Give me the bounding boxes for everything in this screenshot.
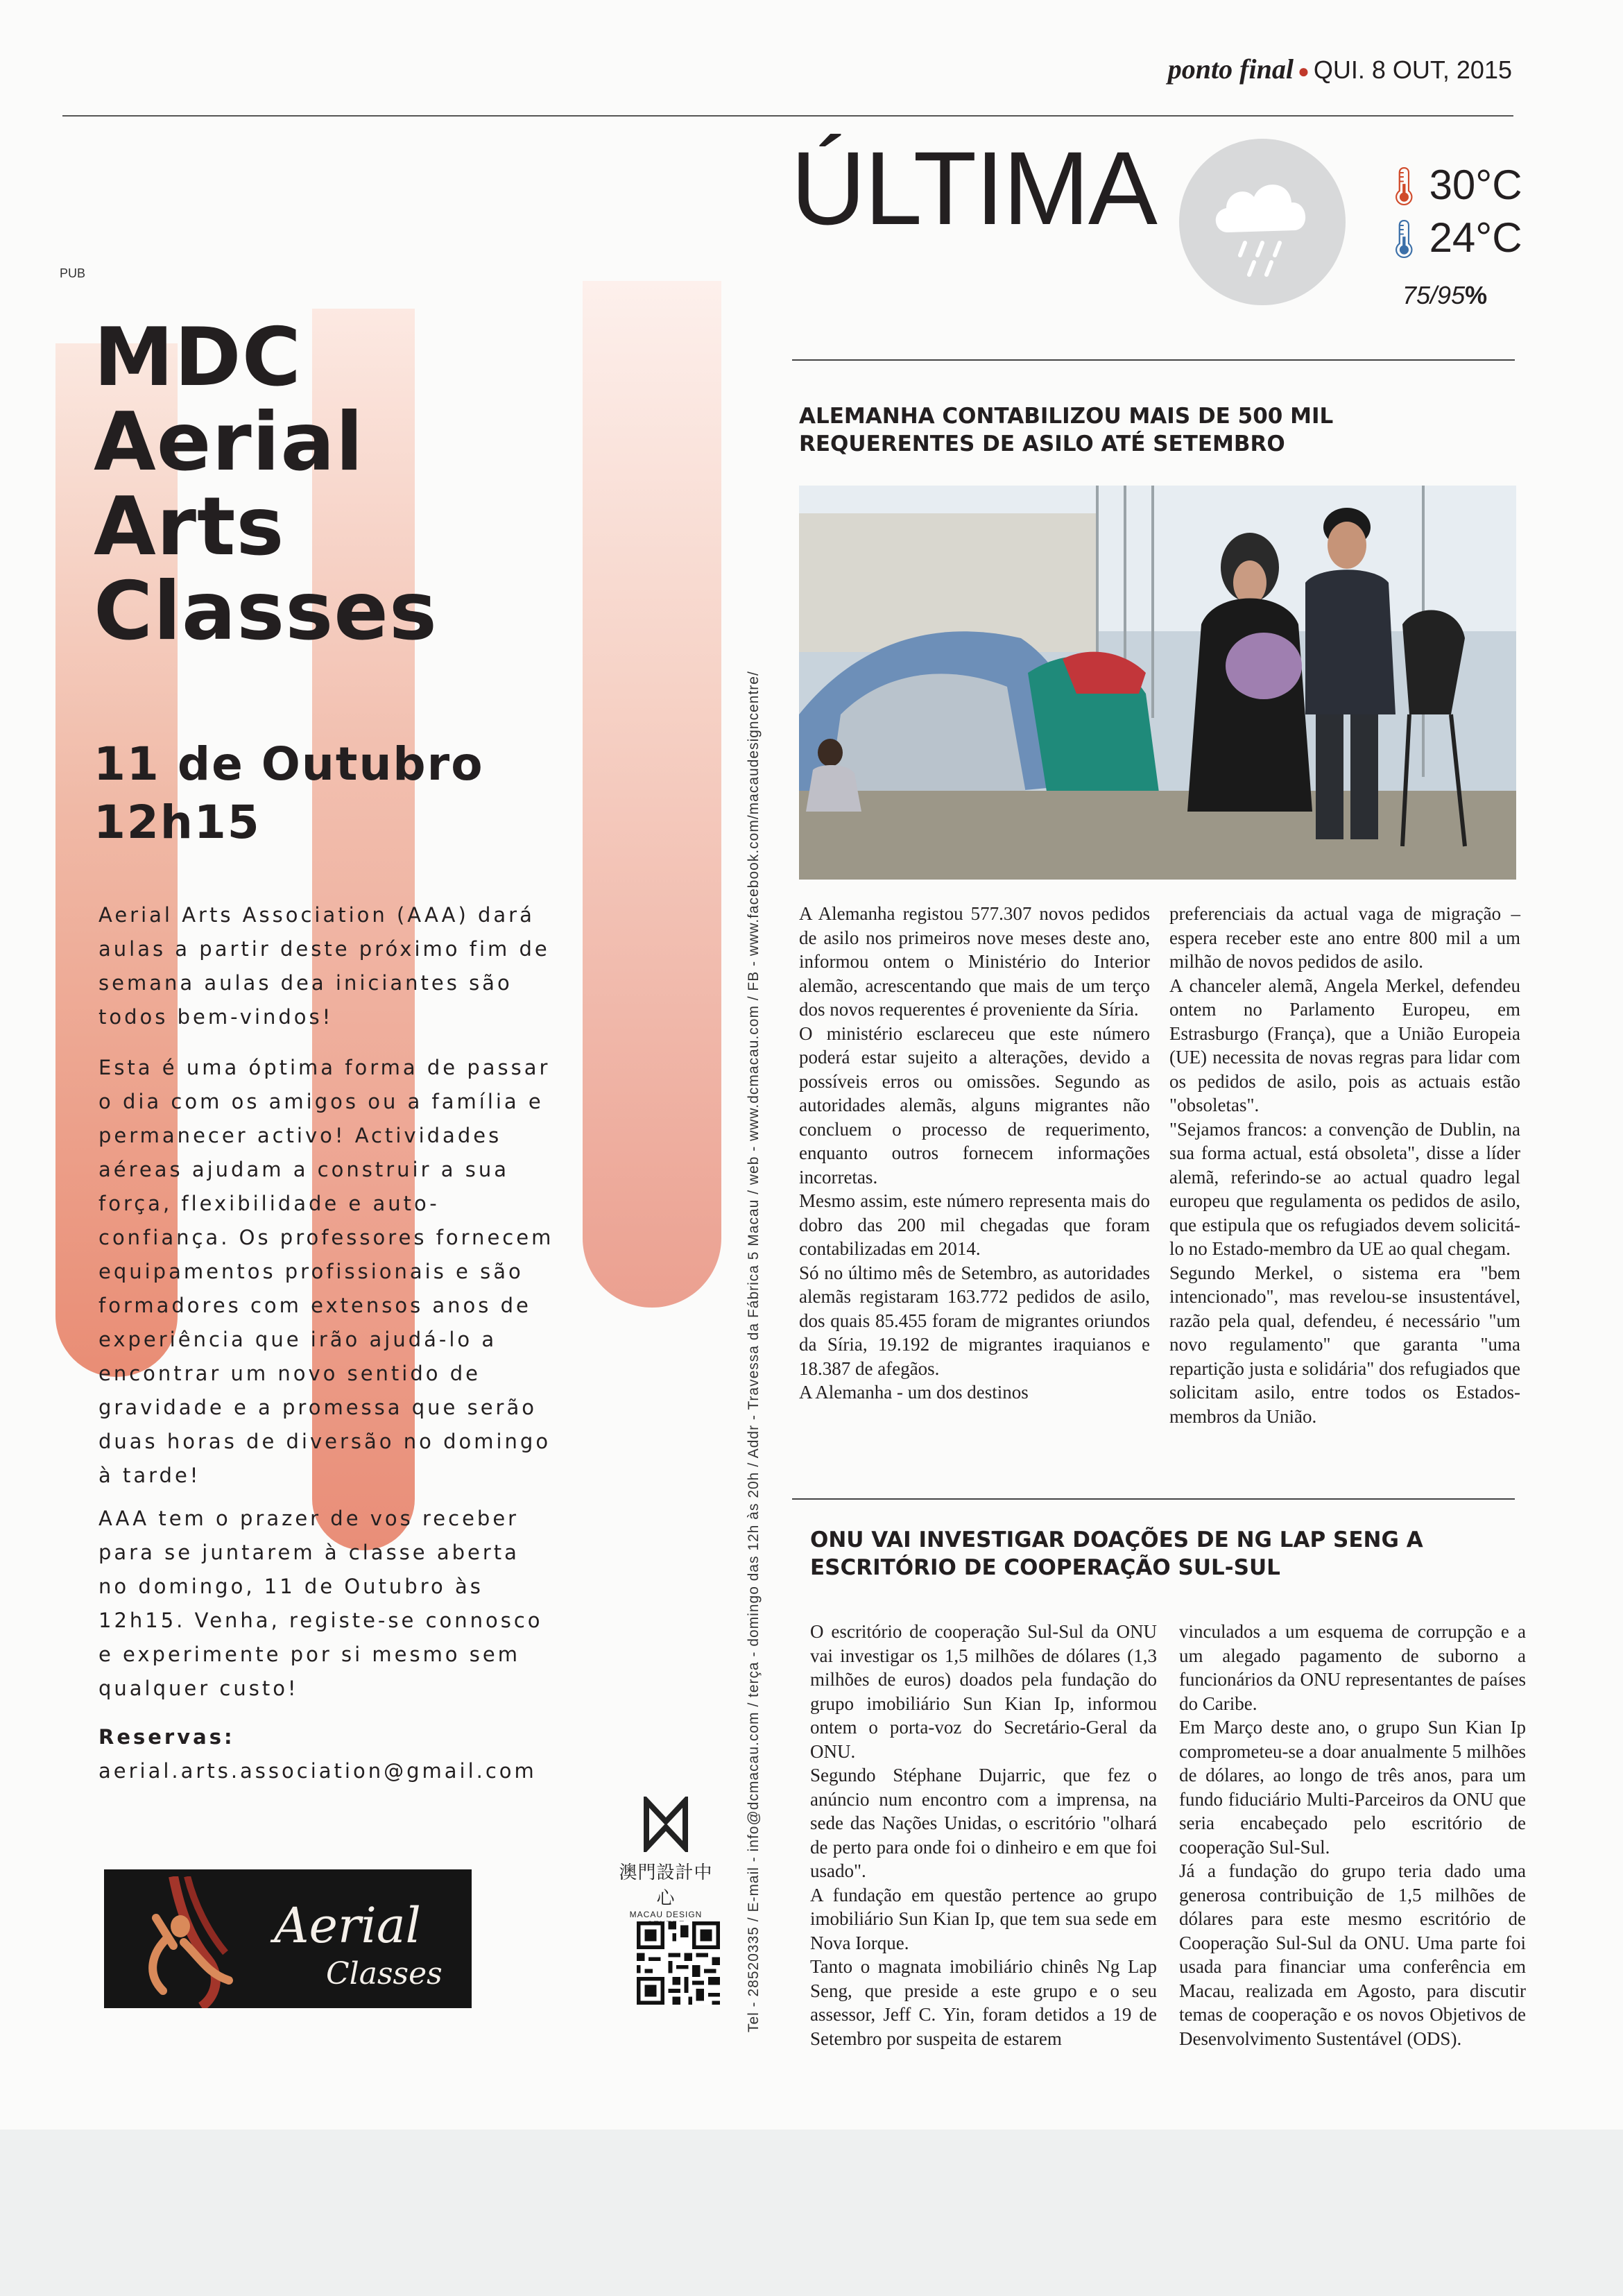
ad-title-line: Arts xyxy=(94,480,285,574)
aerialist-figure-icon xyxy=(125,1876,264,2008)
article-paragraph: O escritório de cooperação Sul-Sul da ONU vai investigar os 1,5 milhões de dólares (1,3 milhões de euros) doados pela fundação do grupo imobiliário Sun Kian Ip, informou ontem o porta-voz do Secretário-Geral da ONU. xyxy=(810,1621,1157,1762)
qr-code-icon[interactable] xyxy=(637,1921,720,2005)
section-rule xyxy=(792,359,1515,361)
ad-paragraph: Aerial Arts Association (AAA) dará aulas a partir deste próximo fim de semana aulas dea iniciantes são todos bem-vindos! xyxy=(98,903,550,1029)
temp-low-row xyxy=(1380,212,1522,265)
thermometer-high-icon: 🌡 xyxy=(1380,166,1428,207)
logo-text-aerial: Aerial xyxy=(274,1897,421,1954)
article-paragraph: A fundação em questão pertence ao grupo imobiliário Sun Kian Ip, que tem sua sede em Nova Iorque. xyxy=(810,1884,1157,1953)
mdc-name-english: MACAU DESIGN xyxy=(629,1910,703,1919)
macau-design-centre-logo xyxy=(610,1797,721,1929)
article-paragraph: Tanto o magnata imobiliário chinês Ng Lap Seng, que preside a este grupo e o seu assessor, Jeff C. Yin, foram detidos a 19 de Setembro por suspeita de estarem xyxy=(810,1956,1157,2049)
humidity-readout xyxy=(1402,281,1487,310)
bullet-icon: ● xyxy=(1297,60,1309,83)
rain-cloud-icon xyxy=(1179,139,1346,305)
article-separator xyxy=(792,1498,1515,1500)
article2-column-1 xyxy=(810,1620,1157,2050)
article2-column-2 xyxy=(1179,1620,1526,2050)
article-paragraph: A Alemanha registou 577.307 novos pedidos de asilo nos primeiros nove meses deste ano, informou ontem o Ministério do Interior alemão, acrescentando que mais de um terço dos novos requerentes é proveniente da Síria. xyxy=(799,903,1150,1020)
temp-low: 24°C xyxy=(1429,214,1522,261)
article-paragraph: O ministério esclareceu que este número poderá estar sujeito a alterações, devido a possíveis erros ou omissões. Segundo as autoridades alemãs, alguns migrantes não concluem o processo de requerimento, enquanto outros fornecem informações incorretas. xyxy=(799,1022,1150,1188)
advertisement xyxy=(55,274,749,2022)
advert-label: PUB xyxy=(60,266,86,280)
article1-column-1 xyxy=(799,902,1150,1405)
article1-headline: ALEMANHA CONTABILIZOU MAIS DE 500 MIL REQUERENTES DE ASILO ATÉ SETEMBRO xyxy=(799,404,1334,456)
temp-high-row xyxy=(1380,160,1522,212)
article-paragraph: A chanceler alemã, Angela Merkel, defendeu ontem no Parlamento Europeu, em Estrasburgo (França), que a União Europeia (UE) necessita de novas regras para lidar com os pedidos de asilo, pois as actuais estão "obsoletas". xyxy=(1169,975,1520,1115)
article-paragraph: Só no último mês de Setembro, as autoridades alemãs registaram 163.772 pedidos de asilo, dos quais 85.455 foram de migrantes oriundos da Síria, 19.192 de migrantes iraquianos e 18.387 de afegãos. xyxy=(799,1262,1150,1379)
ad-paragraph: AAA tem o prazer de vos receber para se juntarem à classe aberta no domingo, 11 de Outubro às 12h15. Venha, registe-se connosco e experimente por si mesmo sem qualquer custo! xyxy=(98,1507,543,1700)
ad-title-line: Aerial xyxy=(94,395,364,489)
aerial-classes-logo xyxy=(104,1869,472,2008)
temperature-readout xyxy=(1380,160,1522,265)
refugee-camp-photo xyxy=(799,486,1516,880)
article-paragraph: vinculados a um esquema de corrupção e a um alegado pagamento de suborno a funcionários da ONU representantes de países do Caribe. xyxy=(1179,1621,1526,1714)
header-rule xyxy=(62,115,1513,117)
ad-title xyxy=(94,311,718,658)
mdc-emblem-icon xyxy=(638,1797,694,1852)
issue-date: QUI. 8 OUT, 2015 xyxy=(1313,55,1512,84)
weather-badge xyxy=(1179,139,1346,305)
article-paragraph: Segundo Stéphane Dujarric, que fez o anúncio num encontro com a imprensa, na sede das Nações Unidas, o escritório "olhará de perto para onde foi o dinheiro e em que foi usado". xyxy=(810,1765,1157,1881)
ad-paragraph: Esta é uma óptima forma de passar o dia com os amigos ou a família e permanecer activo! Actividades aéreas ajudam a construir a sua força, flexibilidade e auto-confiança. Os professores fornecem equipamentos profissionais e são formadores com extensos anos de experiência que irão ajudá-lo a encontrar um novo sentido de gravidade e a promessa que serão duas horas de diversão no domingo à tarde! xyxy=(98,1056,554,1487)
ad-reservations xyxy=(98,1720,556,1788)
scan-margin xyxy=(0,2130,1623,2296)
article-paragraph: Em Março deste ano, o grupo Sun Kian Ip comprometeu-se a doar anualmente 5 milhões de dólares, ao longo de três anos, para um fundo fiduciário Multi-Parceiros da ONU que seria encabeçado pelo escritório de cooperação Sul-Sul. xyxy=(1179,1717,1526,1858)
humidity-unit: % xyxy=(1465,281,1488,309)
mdc-name-chinese: 澳門設計中心 xyxy=(619,1862,713,1909)
ad-title-line: MDC xyxy=(94,311,302,404)
reservations-label: Reservas: xyxy=(98,1725,235,1749)
section-title: ÚLTIMA xyxy=(791,130,1156,246)
reservations-email[interactable]: aerial.arts.association@gmail.com xyxy=(98,1759,537,1783)
article1-column-2 xyxy=(1169,902,1520,1428)
article-paragraph: "Sejamos francos: a convenção de Dublin, na sua forma actual, está obsoleta", disse a líder alemã, referindo-se ao actual quadro legal europeu que regulamenta os pedidos de asilo, que estipula que os refugiados devem solicitá-lo no Estado-membro da UE ao qual chegam. xyxy=(1169,1118,1520,1259)
logo-text-classes: Classes xyxy=(326,1956,443,1991)
article-paragraph: preferenciais da actual vaga de migração – espera receber este ano entre 800 mil a um milhão de novos pedidos de asilo. xyxy=(1169,903,1520,972)
article-paragraph: Já a fundação do grupo teria dado uma generosa contribuição de 1,5 milhões de dólares para este mesmo escritório de Cooperação Sul-Sul da ONU. Uma parte foi usada para financiar uma conferência em Macau, realizada em Agosto, para discutir temas de cooperação e os novos Objetivos de Desenvolvimento Sustentável (ODS). xyxy=(1179,1860,1526,2049)
masthead xyxy=(1168,53,1512,85)
publication-name: ponto final xyxy=(1167,53,1294,85)
ad-date-block xyxy=(94,735,718,852)
humidity-value: 75/95 xyxy=(1402,281,1466,309)
article-paragraph: A Alemanha - um dos destinos xyxy=(799,1382,1029,1403)
temp-high: 30°C xyxy=(1429,162,1522,208)
article2-headline: ONU VAI INVESTIGAR DOAÇÕES DE NG LAP SENG A ESCRITÓRIO DE COOPERAÇÃO SUL-SUL xyxy=(810,1527,1423,1580)
article-paragraph: Segundo Merkel, o sistema era "bem intencionado", mas revelou-se insustentável, razão pela qual, defendeu, é necessário "um novo regulamento" que garanta "uma repartição justa e solidária" dos refugiados que solicitam asilo, entre todos os Estados-membros da União. xyxy=(1169,1262,1520,1427)
ad-time: 12h15 xyxy=(94,796,261,849)
ad-date: 11 de Outubro xyxy=(94,737,484,791)
contact-strip: Tel - 28520335 / E-mail - info@dcmacau.com / terça - domingo das 12h às 20h / Addr - Travessa da Fábrica 5 Macau / web - www.dcmacau.com / FB - www.facebook.com/macaudesigncentre/ xyxy=(746,671,762,2032)
article-paragraph: Mesmo assim, este número representa mais do dobro das 200 mil chegadas que foram contabilizadas em 2014. xyxy=(799,1190,1150,1259)
ad-title-line: Classes xyxy=(94,565,438,658)
thermometer-low-icon: 🌡 xyxy=(1380,219,1428,260)
